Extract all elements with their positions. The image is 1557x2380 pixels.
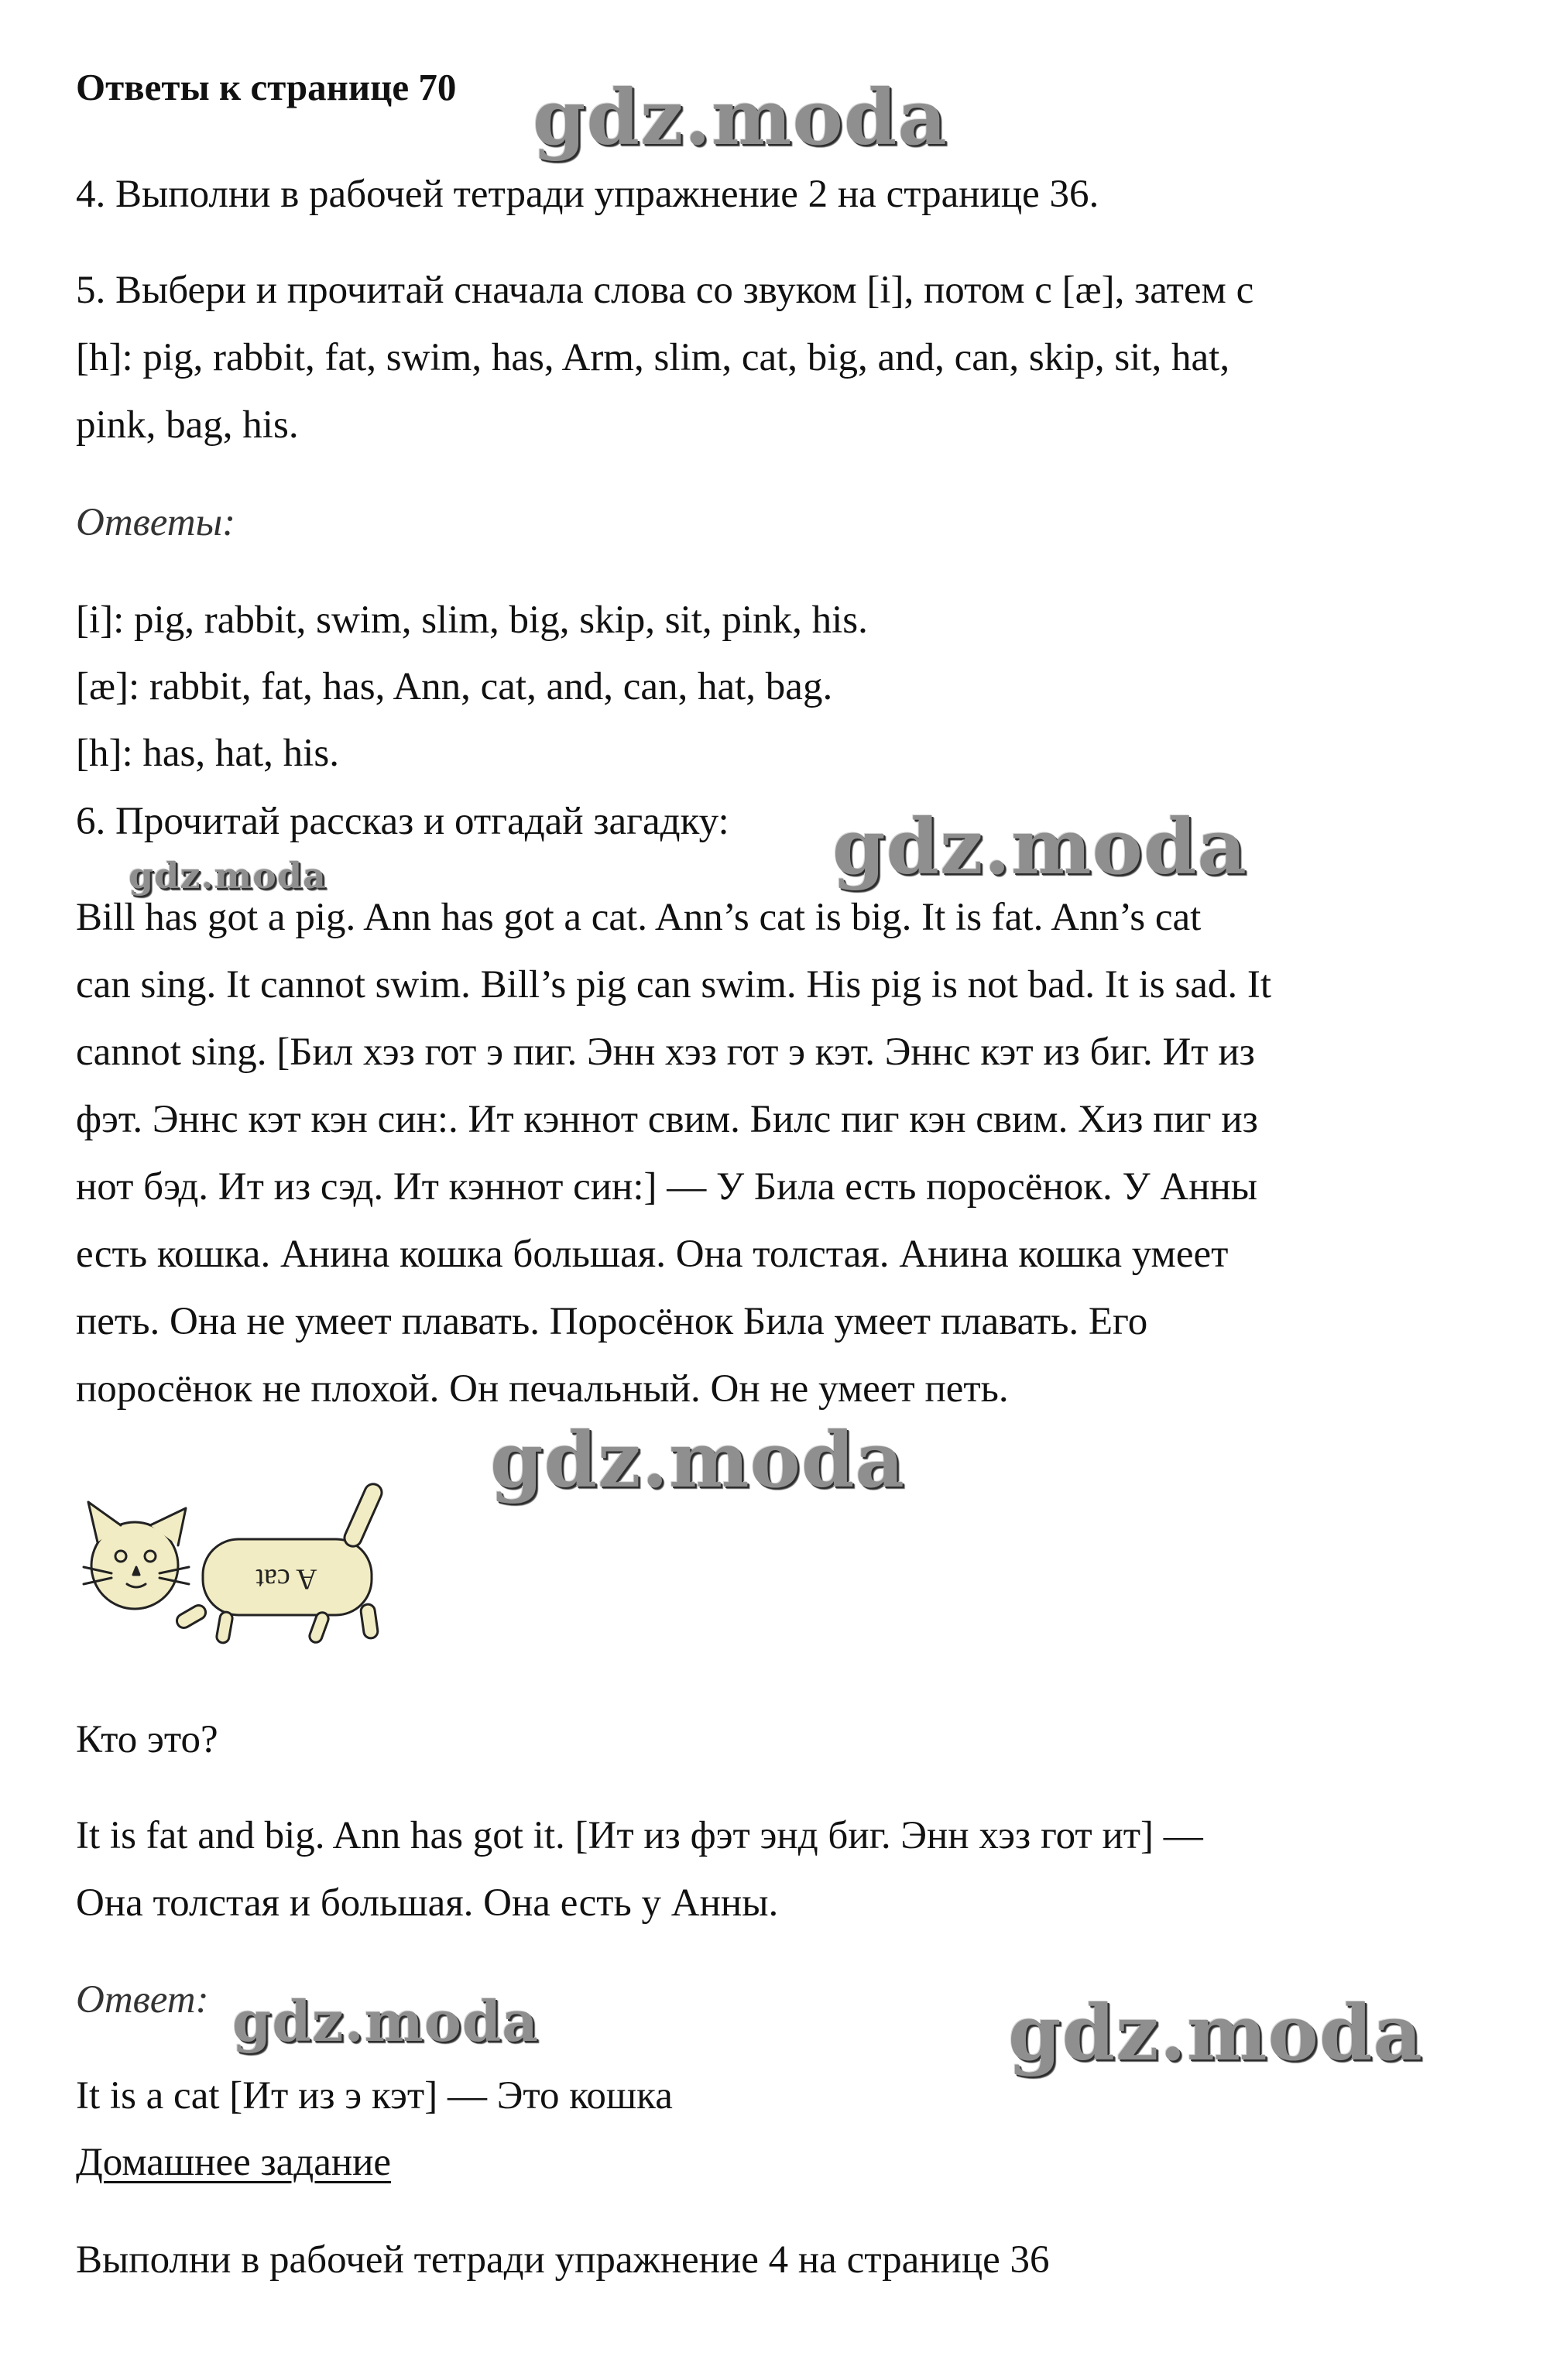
cat-label: A cat bbox=[255, 1562, 317, 1596]
story-line: cannot sing. [Бил хэз гот э пиг. Энн хэз гот э кэт. Эннс кэт из биг. Ит из bbox=[76, 1031, 1255, 1074]
riddle-line: It is fat and big. Ann has got it. [Ит из фэт энд биг. Энн хэз гот ит] — bbox=[76, 1814, 1203, 1857]
watermark-logo: gdz.moda bbox=[832, 803, 1247, 892]
watermark-logo: gdz.moda bbox=[533, 74, 948, 163]
answer-text: It is a cat [Ит из э кэт] — Это кошка bbox=[76, 2074, 673, 2118]
task-5-line: [h]: pig, rabbit, fat, swim, has, Arm, slim, cat, big, and, can, skip, sit, hat, bbox=[76, 336, 1230, 379]
answer-line: [i]: pig, rabbit, swim, slim, big, skip, sit, pink, his. bbox=[76, 598, 868, 642]
story-line: Bill has got a pig. Ann has got a cat. Ann’s cat is big. It is fat. Ann’s cat bbox=[76, 896, 1202, 939]
question: Кто это? bbox=[76, 1718, 218, 1761]
answers-label: Ответы: bbox=[76, 501, 236, 544]
answer-label: Ответ: bbox=[76, 1978, 209, 2022]
story-line: нот бэд. Ит из сэд. Ит кэннот син:] — У Била есть поросёнок. У Анны bbox=[76, 1165, 1258, 1209]
story-line: петь. Она не умеет плавать. Поросёнок Била умеет плавать. Его bbox=[76, 1300, 1148, 1343]
watermark-logo: gdz.moda bbox=[232, 1988, 539, 2054]
story-line: фэт. Эннс кэт кэн син:. Ит кэннот свим. Билс пиг кэн свим. Хиз пиг из bbox=[76, 1098, 1258, 1141]
task-4: 4. Выполни в рабочей тетради упражнение 2 на странице 36. bbox=[76, 173, 1099, 216]
watermark-logo: gdz.moda bbox=[490, 1416, 905, 1505]
task-5-line: 5. Выбери и прочитай сначала слова со звуком [i], потом с [æ], затем с bbox=[76, 269, 1254, 312]
task-6: 6. Прочитай рассказ и отгадай загадку: bbox=[76, 800, 729, 843]
story-line: can sing. It cannot swim. Bill’s pig can swim. His pig is not bad. It is sad. It bbox=[76, 963, 1272, 1007]
answer-line: [æ]: rabbit, fat, has, Ann, cat, and, can, hat, bag. bbox=[76, 665, 833, 708]
answer-line: [h]: has, hat, his. bbox=[76, 732, 339, 775]
riddle-line: Она толстая и большая. Она есть у Анны. bbox=[76, 1881, 779, 1925]
watermark-logo: gdz.moda bbox=[1008, 1989, 1423, 2078]
story-line: есть кошка. Анина кошка большая. Она толстая. Анина кошка умеет bbox=[76, 1233, 1229, 1276]
story-line: поросёнок не плохой. Он печальный. Он не умеет петь. bbox=[76, 1367, 1009, 1411]
watermark-logo: gdz.moda bbox=[129, 855, 327, 897]
homework-text: Выполни в рабочей тетради упражнение 4 на странице 36 bbox=[76, 2238, 1050, 2282]
page-title: Ответы к странице 70 bbox=[76, 66, 457, 108]
task-5-line: pink, bag, his. bbox=[76, 403, 299, 447]
homework-link[interactable]: Домашнее задание bbox=[76, 2141, 392, 2184]
cat-drawing bbox=[76, 1471, 432, 1649]
